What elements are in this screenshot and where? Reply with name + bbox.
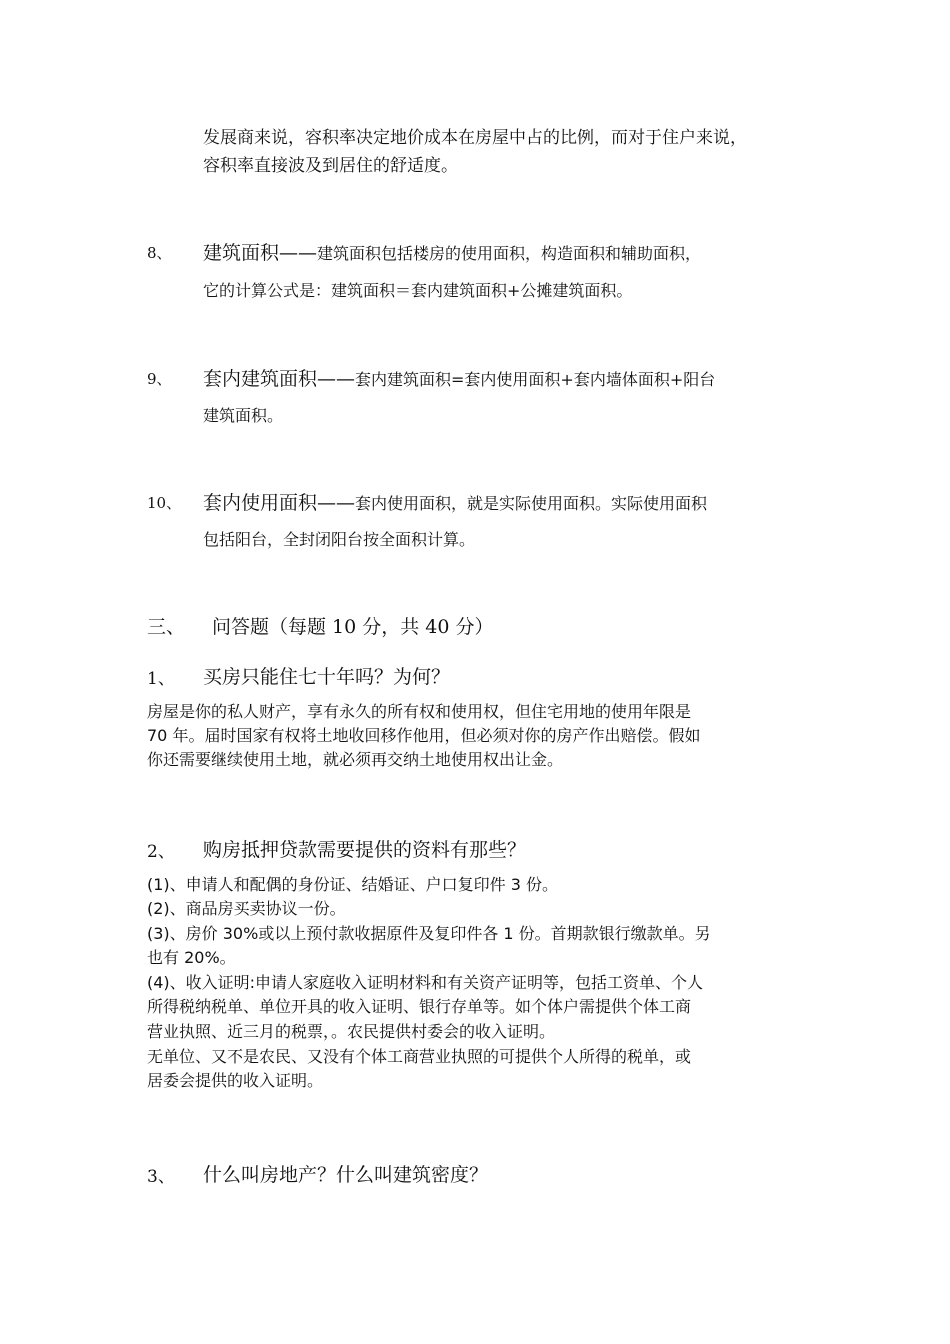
definition-text-continued: 建筑面积。 [203,406,284,425]
answer-line: (3)、房价 30%或以上预付款收据原件及复印件各 1 份。首期款银行缴款单。另 [147,924,711,943]
section-number: 三、 [147,616,186,638]
item-number: 9、 [147,370,172,388]
question-number: 1、 [147,669,175,689]
question-number: 2、 [147,842,175,862]
answer-line: 房屋是你的私人财产，享有永久的所有权和使用权，但住宅用地的使用年限是 [147,702,692,721]
answer-line: 70 年。届时国家有权将土地收回移作他用，但必须对你的房产作出赔偿。假如 [147,726,701,745]
section-title: 问答题（每题 10 分，共 40 分） [212,616,494,638]
definition-term: 建筑面积—— [203,242,318,264]
definition-text: 套内使用面积，就是实际使用面积。实际使用面积 [355,494,708,513]
definition-line [203,488,707,515]
definition-term: 套内使用面积—— [203,492,356,514]
definition-text: 建筑面积包括楼房的使用面积，构造面积和辅助面积， [317,244,702,263]
definition-line [203,364,715,391]
definition-text: 套内建筑面积=套内使用面积+套内墙体面积+阳台 [355,370,716,389]
answer-line: (4)、收入证明:申请人家庭收入证明材料和有关资产证明等，包括工资单、个人 [147,973,704,992]
question-number: 3、 [147,1167,175,1187]
definition-term: 套内建筑面积—— [203,368,356,390]
item-number: 8、 [147,244,172,262]
item-number: 10、 [147,494,182,512]
answer-line: 居委会提供的收入证明。 [147,1071,324,1090]
question-title: 什么叫房地产？什么叫建筑密度？ [203,1164,489,1186]
question-title: 购房抵押贷款需要提供的资料有那些？ [203,839,527,861]
definition-text-continued: 它的计算公式是：建筑面积＝套内建筑面积+公摊建筑面积。 [203,281,633,300]
answer-line: (1)、申请人和配偶的身份证、结婚证、户口复印件 3 份。 [147,875,559,894]
intro-line-1: 发展商来说，容积率决定地价成本在房屋中占的比例，而对于住户来说， [203,128,747,148]
definition-line [203,238,701,265]
answer-line: 你还需要继续使用土地，就必须再交纳土地使用权出让金。 [147,750,564,769]
answer-line: 也有 20%。 [147,948,236,967]
answer-line: 营业执照、近三月的税票，。农民提供村委会的收入证明。 [147,1022,556,1041]
question-title: 买房只能住七十年吗？为何？ [203,666,451,688]
answer-line: 所得税纳税单、单位开具的收入证明、银行存单等。如个体户需提供个体工商 [147,997,692,1016]
answer-line: (2)、商品房买卖协议一份。 [147,899,346,918]
answer-line: 无单位、又不是农民、又没有个体工商营业执照的可提供个人所得的税单，或 [147,1047,692,1066]
intro-line-2: 容积率直接波及到居住的舒适度。 [203,156,458,176]
definition-text-continued: 包括阳台，全封闭阳台按全面积计算。 [203,530,476,549]
